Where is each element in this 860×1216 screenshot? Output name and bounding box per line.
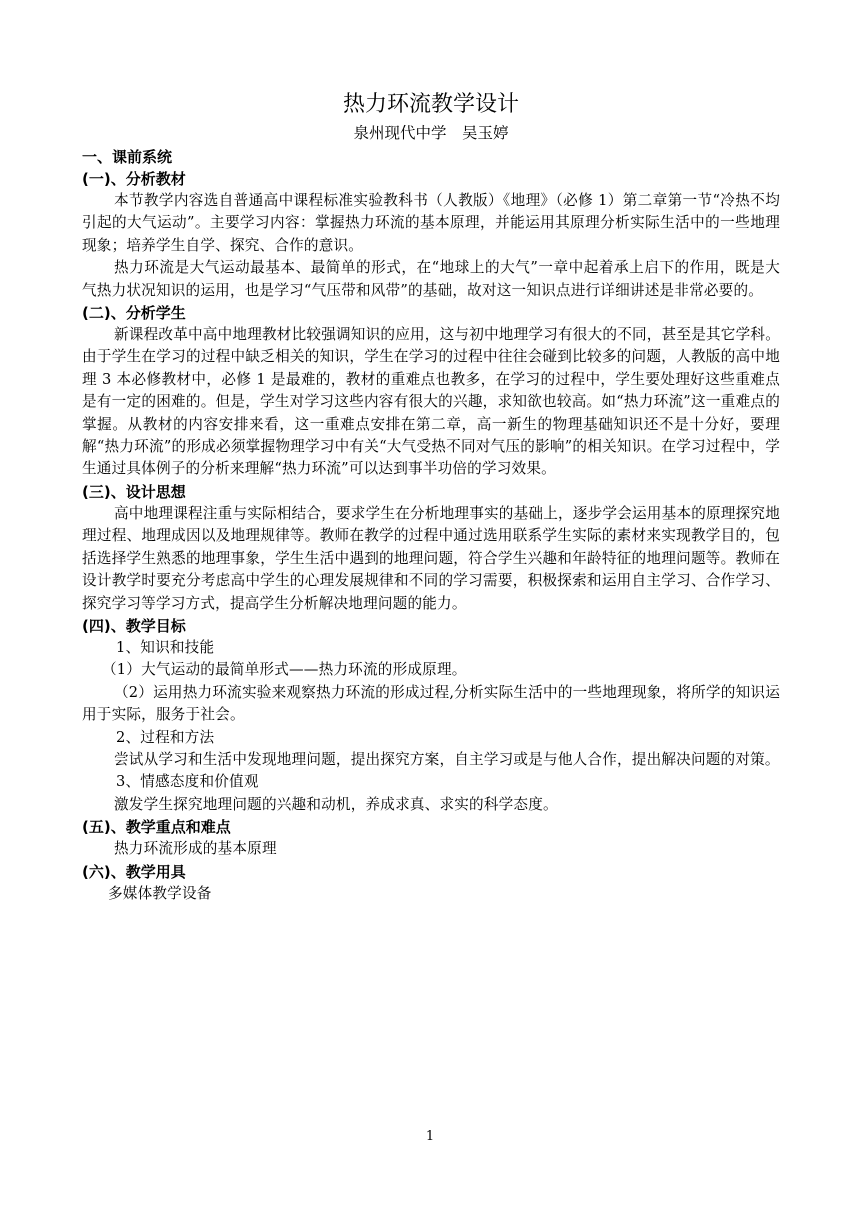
objective-attitude-heading: 3、情感态度和价值观 xyxy=(116,773,259,791)
paragraph-students: 新课程改革中高中地理教材比较强调知识的应用，这与初中地理学习有很大的不同，甚至是其它学科。由于学生在学习的过程中缺乏相关的知识，学生在学习的过程中往往会碰到比较多的问题，人教版的高中地理 3 本必修教材中，必修 1 是最难的，教材的重难点也教多，在学习的过程中，学生要处理好这些重难点是有一定的困难的。但是，学生对学习这些内容有很大的兴趣，求知欲也较高。如“热力环流”这一重难点的掌握。从教材的内容安排来看，这一重难点安排在第二章，高一新生的物理基础知识还不是十分好，要理解“热力环流”的形成必须掌握物理学习中有关“大气受热不同对气压的影响”的相关知识。在学习过程中，学生通过具体例子的分析来理解“热力环流”可以达到事半功倍的学习效果。 xyxy=(82,326,780,478)
objective-knowledge-heading: 1、知识和技能 xyxy=(116,638,215,656)
subsection-heading-textbook: (一)、分析教材 xyxy=(82,170,186,188)
objective-knowledge-item-2: （2）运用热力环流实验来观察热力环流的形成过程,分析实际生活中的一些地理现象，将所学的知识运用于实际，服务于社会。 xyxy=(82,683,780,724)
subsection-heading-students: (二)、分析学生 xyxy=(82,304,186,323)
subsection-heading-design-idea: (三)、设计思想 xyxy=(82,482,186,501)
section-heading-pre-class: 一、课前系统 xyxy=(82,148,173,166)
objective-attitude-text: 激发学生探究地理问题的兴趣和动机，养成求真、求实的科学态度。 xyxy=(114,795,558,813)
paragraph-design-idea: 高中地理课程注重与实际相结合，要求学生在分析地理事实的基础上，逐步学会运用基本的原理探究地理过程、地理成因以及地理规律等。教师在教学的过程中通过选用联系学生实际的素材来实现教学目的，包括选择学生熟悉的地理事象，学生生活中遇到的地理问题，符合学生兴趣和年龄特征的地理问题等。教师在设计教学时要充分考虑高中学生的心理发展规律和不同的学习需要，积极探索和运用自主学习、合作学习、探究学习等学习方式，提高学生分析解决地理问题的能力。 xyxy=(82,504,780,612)
objective-knowledge-item-1: （1）大气运动的最简单形式——热力环流的形成原理。 xyxy=(102,661,467,679)
subsection-heading-objectives: (四)、教学目标 xyxy=(82,616,186,635)
objective-process-heading: 2、过程和方法 xyxy=(116,728,215,746)
subsection-heading-tools: (六)、教学用具 xyxy=(82,862,186,881)
paragraph-tools: 多媒体教学设备 xyxy=(108,884,212,902)
page-number: 1 xyxy=(425,1129,435,1144)
subsection-heading-key-points: (五)、教学重点和难点 xyxy=(82,818,231,837)
paragraph-textbook-1: 本节教学内容选自普通高中课程标准实验教科书（人教版）《地理》（必修 1）第二章第一节“冷热不均引起的大气运动”。主要学习内容：掌握热力环流的基本原理，并能运用其原理分析实际生活中的一些地理现象；培养学生自学、探究、合作的意识。 xyxy=(82,192,780,254)
objective-process-text: 尝试从学习和生活中发现地理问题，提出探究方案，自主学习或是与他人合作，提出解决问题的对策。 xyxy=(114,750,780,768)
paragraph-key-points: 热力环流形成的基本原理 xyxy=(114,840,277,858)
document-author: 泉州现代中学 吴玉婷 xyxy=(353,124,509,142)
document-body xyxy=(82,90,780,905)
paragraph-textbook-2: 热力环流是大气运动最基本、最简单的形式，在“地球上的大气”一章中起着承上启下的作用，既是大气热力状况知识的运用，也是学习“气压带和风带”的基础，故对这一知识点进行详细讲述是非常必要的。 xyxy=(82,259,780,299)
document-title: 热力环流教学设计 xyxy=(342,92,519,117)
